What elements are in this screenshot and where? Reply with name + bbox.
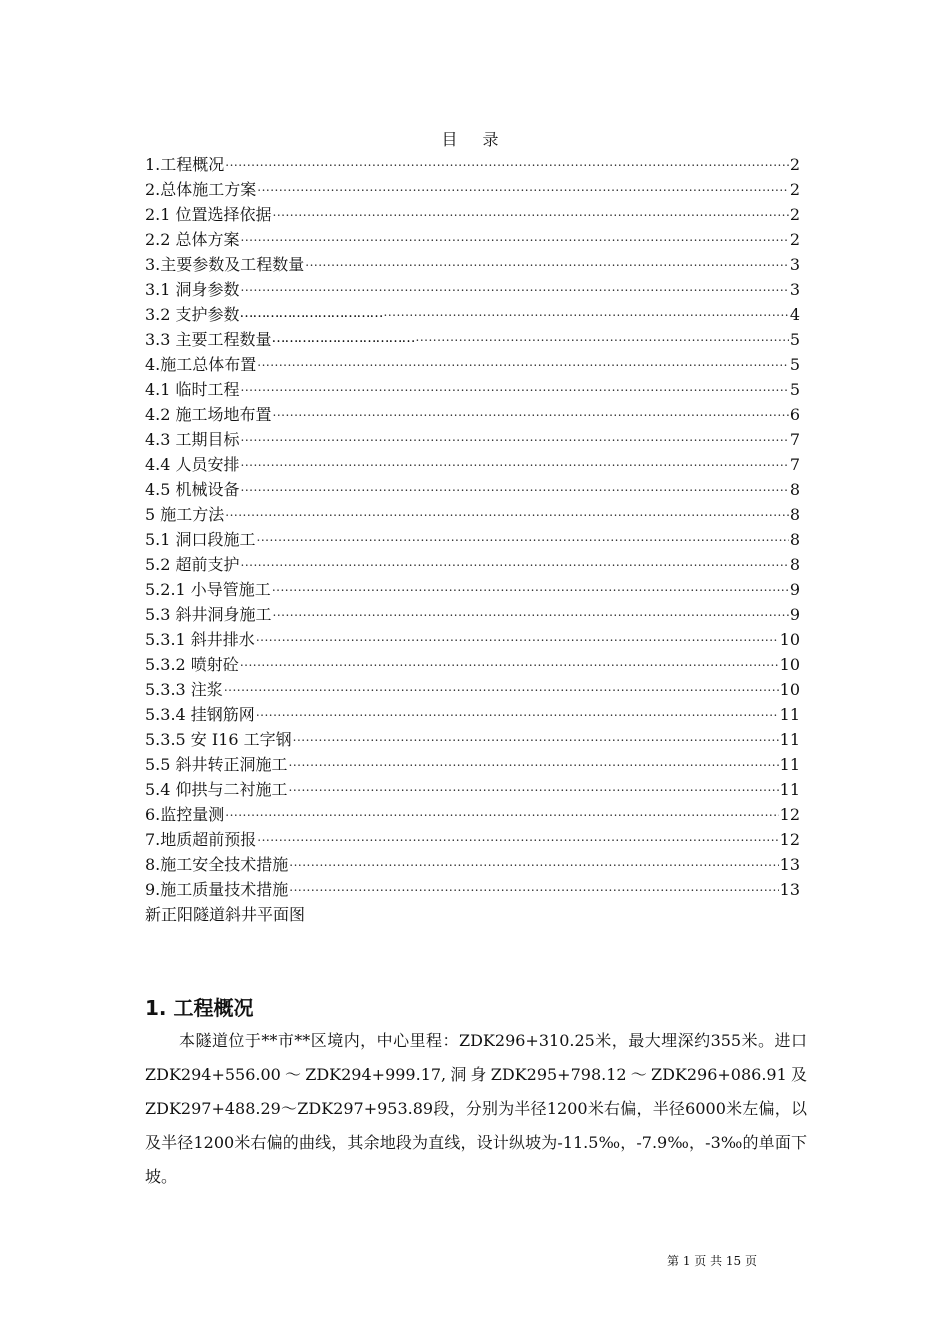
toc-entry-page: 4 bbox=[789, 305, 800, 324]
toc-entry-label: 4.2 施工场地布置 bbox=[145, 405, 272, 424]
toc-entry[interactable] bbox=[145, 750, 800, 775]
toc-entry-label: 5.2 超前支护 bbox=[145, 555, 240, 574]
toc-entry-label: 5.5 斜井转正洞施工 bbox=[145, 755, 288, 774]
toc-entry-ellipsis: …………………………… bbox=[271, 330, 415, 346]
toc-entry-page: 7 bbox=[789, 455, 800, 474]
toc-entry-leader bbox=[240, 652, 779, 672]
toc-entry-page: 5 bbox=[789, 380, 800, 399]
toc-entry[interactable] bbox=[145, 875, 800, 900]
toc-entry-leader bbox=[241, 227, 789, 247]
toc-entry-page: 12 bbox=[779, 805, 800, 824]
toc-entry-page: 11 bbox=[779, 755, 800, 774]
toc-entry-label: 6.监控量测 bbox=[145, 805, 225, 824]
table-of-contents bbox=[145, 150, 800, 925]
toc-entry-page: 3 bbox=[789, 255, 800, 274]
toc-entry-leader bbox=[272, 577, 789, 597]
toc-entry[interactable] bbox=[145, 775, 800, 800]
toc-entry-leader bbox=[224, 677, 779, 697]
toc-entry[interactable] bbox=[145, 300, 800, 325]
toc-entry[interactable] bbox=[145, 450, 800, 475]
toc-entry-label: 4.3 工期目标 bbox=[145, 430, 240, 449]
toc-entry-leader bbox=[289, 777, 779, 797]
toc-entry[interactable] bbox=[145, 700, 800, 725]
page-footer: 第 1 页 共 15 页 bbox=[667, 1254, 757, 1268]
toc-entry-leader bbox=[293, 727, 779, 747]
toc-entry-page: 5 bbox=[789, 330, 800, 349]
toc-entry-leader bbox=[225, 152, 789, 172]
toc-entry-label: 5.3 斜井洞身施工 bbox=[145, 605, 272, 624]
toc-entry-page: 10 bbox=[779, 680, 800, 699]
toc-entry-page: 13 bbox=[779, 855, 800, 874]
toc-entry-label: 2.2 总体方案 bbox=[145, 230, 240, 249]
toc-entry-label: 5.3.1 斜井排水 bbox=[145, 630, 255, 649]
toc-entry[interactable] bbox=[145, 425, 800, 450]
toc-entry-page: 11 bbox=[779, 780, 800, 799]
toc-entry[interactable] bbox=[145, 625, 800, 650]
toc-entry-label: 5.1 洞口段施工 bbox=[145, 530, 256, 549]
toc-entry-label: 3.2 支护参数 bbox=[145, 305, 240, 324]
toc-entry-page: 2 bbox=[789, 155, 800, 174]
toc-entry[interactable] bbox=[145, 475, 800, 500]
toc-entry[interactable] bbox=[145, 575, 800, 600]
toc-entry-leader bbox=[225, 802, 778, 822]
toc-entry[interactable] bbox=[145, 175, 800, 200]
toc-entry-page: 2 bbox=[789, 180, 800, 199]
toc-entry[interactable] bbox=[145, 600, 800, 625]
toc-entry-label: 3.主要参数及工程数量 bbox=[145, 255, 305, 274]
toc-entry[interactable] bbox=[145, 400, 800, 425]
toc-entry-leader bbox=[289, 877, 778, 897]
toc-entry-leader bbox=[241, 277, 789, 297]
toc-entry[interactable] bbox=[145, 525, 800, 550]
toc-entry-page: 6 bbox=[789, 405, 800, 424]
toc-entry-label: 4.1 临时工程 bbox=[145, 380, 240, 399]
toc-entry-page: 8 bbox=[789, 505, 800, 524]
toc-entry-leader bbox=[241, 427, 789, 447]
toc-entry-page: 8 bbox=[789, 530, 800, 549]
toc-entry-page: 7 bbox=[789, 430, 800, 449]
toc-entry-label: 5.4 仰拱与二衬施工 bbox=[145, 780, 288, 799]
toc-title: 目 录 bbox=[441, 130, 509, 149]
toc-entry-leader bbox=[273, 602, 789, 622]
toc-entry-leader bbox=[241, 552, 789, 572]
toc-entry-label: 5 施工方法 bbox=[145, 505, 225, 524]
toc-entry[interactable] bbox=[145, 800, 800, 825]
toc-entry-leader bbox=[273, 202, 789, 222]
toc-last-line: 新正阳隧道斜井平面图 bbox=[145, 905, 306, 924]
toc-entry-leader bbox=[257, 177, 789, 197]
toc-entry[interactable] bbox=[145, 850, 800, 875]
toc-entry-page: 10 bbox=[779, 655, 800, 674]
toc-entry[interactable] bbox=[145, 725, 800, 750]
toc-entry[interactable] bbox=[145, 375, 800, 400]
toc-entry[interactable] bbox=[145, 275, 800, 300]
toc-entry[interactable] bbox=[145, 550, 800, 575]
toc-entry-label: 4.5 机械设备 bbox=[145, 480, 240, 499]
toc-entry-label: 4.施工总体布置 bbox=[145, 355, 257, 374]
toc-entry-label: 9.施工质量技术措施 bbox=[145, 880, 289, 899]
toc-entry[interactable] bbox=[145, 500, 800, 525]
toc-entry-label: 5.3.4 挂钢筋网 bbox=[145, 705, 255, 724]
toc-entry-page: 5 bbox=[789, 355, 800, 374]
toc-entry-leader bbox=[256, 627, 779, 647]
toc-entry-page: 11 bbox=[779, 730, 800, 749]
toc-entry-leader bbox=[257, 352, 789, 372]
toc-entry-label: 8.施工安全技术措施 bbox=[145, 855, 289, 874]
toc-entry-label: 2.总体施工方案 bbox=[145, 180, 257, 199]
toc-entry-page: 10 bbox=[779, 630, 800, 649]
toc-entry[interactable] bbox=[145, 250, 800, 275]
toc-entry[interactable] bbox=[145, 350, 800, 375]
toc-entry-page: 12 bbox=[779, 830, 800, 849]
toc-entry[interactable] bbox=[145, 650, 800, 675]
toc-entry-page: 9 bbox=[789, 605, 800, 624]
toc-entry-leader bbox=[225, 502, 789, 522]
toc-entry-label: 5.2.1 小导管施工 bbox=[145, 580, 271, 599]
toc-entry[interactable] bbox=[145, 825, 800, 850]
toc-entry-leader bbox=[257, 527, 789, 547]
toc-entry-leader bbox=[241, 452, 789, 472]
toc-entry[interactable] bbox=[145, 325, 800, 350]
toc-entry-leader bbox=[289, 852, 778, 872]
toc-entry-label: 5.3.5 安 I16 工字钢 bbox=[145, 730, 292, 749]
section-heading: 1. 工程概况 bbox=[145, 996, 254, 1020]
toc-entry-leader bbox=[305, 252, 789, 272]
toc-entry-leader bbox=[416, 327, 789, 347]
toc-entry-label: 5.3.2 喷射砼 bbox=[145, 655, 239, 674]
section-paragraph: 本隧道位于**市**区境内，中心里程：ZDK296+310.25米，最大埋深约355米。进口ZDK294+556.00～ZDK294+999.17,洞身ZDK295+798.12～ZDK296+086.91及ZDK297+488.29～ZDK297+953.89段，分别为半径1200米右偏，半径6000米左偏，以及半径1200米右偏的曲线，其余地段为直线，设计纵坡为-11.5‰，-7.9‰，-3‰的单面下坡。 bbox=[145, 1031, 807, 1186]
toc-entry-leader bbox=[241, 377, 789, 397]
toc-entry-label: 2.1 位置选择依据 bbox=[145, 205, 272, 224]
toc-entry-page: 11 bbox=[779, 705, 800, 724]
toc-entry-page: 8 bbox=[789, 555, 800, 574]
toc-entry-ellipsis: …………………………… bbox=[239, 305, 383, 321]
toc-entry-leader bbox=[241, 477, 789, 497]
toc-entry-leader bbox=[257, 827, 778, 847]
toc-entry-label: 7.地质超前预报 bbox=[145, 830, 257, 849]
toc-entry[interactable] bbox=[145, 225, 800, 250]
toc-entry-leader bbox=[273, 402, 789, 422]
toc-entry-label: 1.工程概况 bbox=[145, 155, 225, 174]
toc-entry-page: 2 bbox=[789, 205, 800, 224]
toc-entry-page: 2 bbox=[789, 230, 800, 249]
toc-entry-label: 3.1 洞身参数 bbox=[145, 280, 240, 299]
toc-entry-label: 5.3.3 注浆 bbox=[145, 680, 223, 699]
toc-entry[interactable] bbox=[145, 150, 800, 175]
toc-entry-leader bbox=[384, 302, 789, 322]
toc-entry-label: 4.4 人员安排 bbox=[145, 455, 240, 474]
toc-entry-leader bbox=[256, 702, 779, 722]
toc-entry-page: 9 bbox=[789, 580, 800, 599]
toc-entry-label: 3.3 主要工程数量 bbox=[145, 330, 272, 349]
toc-entry[interactable] bbox=[145, 675, 800, 700]
toc-entry-page: 3 bbox=[789, 280, 800, 299]
toc-entry-page: 13 bbox=[779, 880, 800, 899]
toc-entry-leader bbox=[289, 752, 779, 772]
toc-entry[interactable] bbox=[145, 200, 800, 225]
toc-entry-page: 8 bbox=[789, 480, 800, 499]
